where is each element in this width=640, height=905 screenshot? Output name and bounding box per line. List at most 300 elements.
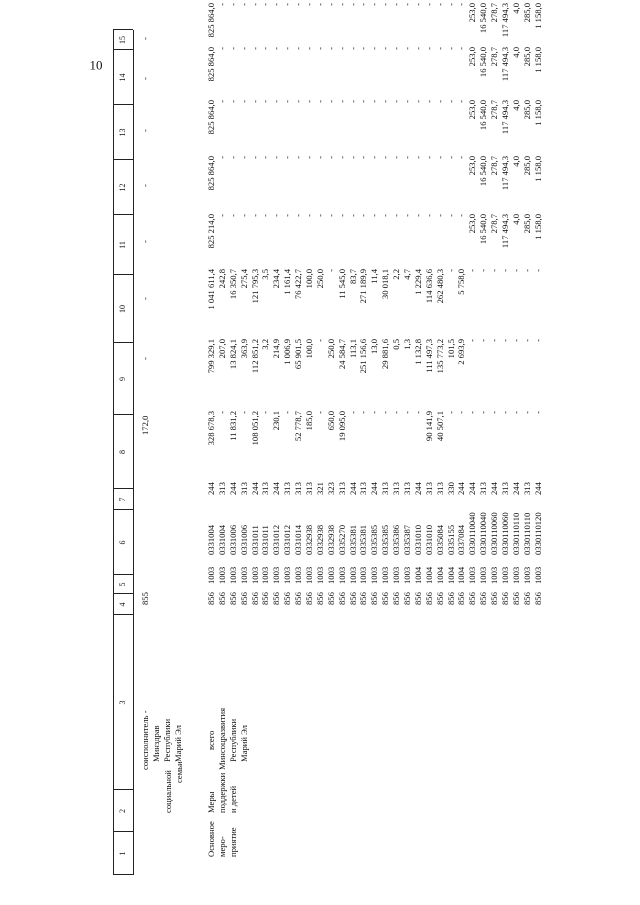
table-cell: - <box>216 411 227 414</box>
table-cell: - <box>260 100 271 103</box>
table-cell: 244 <box>489 482 500 495</box>
table-cell: - <box>358 3 369 6</box>
col2-line: поддержки <box>217 772 227 813</box>
table-cell: - <box>227 3 238 6</box>
table-cell: - <box>380 47 391 50</box>
table-cell: - <box>314 3 325 6</box>
table-cell: 278,7 <box>489 100 500 120</box>
column-number: 1 <box>118 851 127 856</box>
col2-line: Меры <box>206 791 216 813</box>
table-cell: 1003 <box>260 566 271 584</box>
table-cell: 313 <box>238 482 249 495</box>
table-cell: 0331004 <box>216 524 227 555</box>
table-cell: - <box>314 47 325 50</box>
table-cell: - <box>325 100 336 103</box>
table-cell: - <box>336 156 347 159</box>
table-cell: 285,0 <box>521 3 532 23</box>
col-expense-type <box>206 482 544 495</box>
table-cell: 4,0 <box>510 47 521 58</box>
table-cell: 856 <box>260 592 271 605</box>
table-cell: 1003 <box>369 566 380 584</box>
table-cell: - <box>445 269 456 272</box>
table-cell: - <box>304 47 315 50</box>
table-cell: 135 773,2 <box>434 339 445 374</box>
table-cell: 13 824,1 <box>227 339 238 370</box>
table-cell: - <box>271 214 282 217</box>
table-cell: 1003 <box>249 566 260 584</box>
table-cell: - <box>293 100 304 103</box>
table-cell: 83,7 <box>347 269 358 285</box>
table-cell: 856 <box>467 592 478 605</box>
table-cell: 0335381 <box>358 524 369 555</box>
table-cell: - <box>478 269 489 272</box>
table-cell: 0335385 <box>369 524 380 555</box>
table-cell: - <box>216 214 227 217</box>
table-cell: 13,0 <box>369 339 380 355</box>
table-cell: - <box>478 339 489 342</box>
table-cell: 856 <box>314 592 325 605</box>
table-cell: - <box>238 47 249 50</box>
table-cell: 1003 <box>216 566 227 584</box>
table-cell: 313 <box>336 482 347 495</box>
table-cell: 856 <box>434 592 445 605</box>
table-cell: - <box>412 3 423 6</box>
table-cell: - <box>325 214 336 217</box>
table-cell: - <box>347 47 358 50</box>
table-cell: - <box>369 47 380 50</box>
table-cell: 856 <box>445 592 456 605</box>
table-cell: 328 678,3 <box>206 411 216 446</box>
col-2018 <box>206 47 544 100</box>
table-cell: - <box>249 47 260 50</box>
table-cell: - <box>238 214 249 217</box>
table-cell: - <box>391 214 402 217</box>
table-cell: 363,9 <box>238 339 249 359</box>
table-cell: - <box>358 100 369 103</box>
table-cell: - <box>238 156 249 159</box>
table-cell: 117 494,3 <box>500 47 511 82</box>
table-cell: 250,0 <box>325 339 336 359</box>
table-cell: 0330110110 <box>510 512 521 555</box>
table-cell: 11,4 <box>369 269 380 284</box>
coexec-c13: - <box>140 129 150 132</box>
table-cell: - <box>489 269 500 272</box>
table-cell: - <box>412 156 423 159</box>
column-number: 11 <box>118 241 127 249</box>
table-cell: 313 <box>521 482 532 495</box>
table-cell: - <box>402 3 413 6</box>
col3-coexecutor <box>140 710 184 770</box>
table-cell: 108 051,2 <box>249 411 260 446</box>
table-cell: - <box>456 3 467 6</box>
table-cell: 856 <box>227 592 238 605</box>
table-cell: - <box>325 3 336 6</box>
table-cell: - <box>358 156 369 159</box>
coexec-c8: 172,0 <box>140 415 150 435</box>
col3-line: Минздрав <box>151 725 161 762</box>
table-cell: 230,1 <box>271 411 282 431</box>
table-cell: 0331006 <box>227 524 238 555</box>
table-cell: 856 <box>500 592 511 605</box>
table-cell: 1004 <box>423 566 434 584</box>
table-cell: - <box>216 3 227 6</box>
table-cell: - <box>347 100 358 103</box>
table-cell: 0332938 <box>304 524 315 555</box>
table-cell: - <box>227 100 238 103</box>
table-cell: 1 229,4 <box>412 269 423 295</box>
table-cell: 1003 <box>347 566 358 584</box>
table-cell: 4,0 <box>510 156 521 167</box>
table-cell: - <box>456 47 467 50</box>
table-cell: - <box>423 47 434 50</box>
table-cell: 323 <box>325 482 336 495</box>
table-cell: 825 864,0 <box>206 100 216 135</box>
table-cell: - <box>510 339 521 342</box>
table-cell: 4,0 <box>510 100 521 111</box>
table-cell: 0331006 <box>238 524 249 555</box>
table-cell: - <box>423 3 434 6</box>
table-cell: 111 497,3 <box>423 339 434 373</box>
table-cell: 856 <box>369 592 380 605</box>
table-cell: - <box>521 411 532 414</box>
table-cell: 52 778,7 <box>293 411 304 442</box>
table-cell: 234,4 <box>271 269 282 289</box>
table-cell: 1 158,0 <box>532 3 543 29</box>
table-cell: 856 <box>521 592 532 605</box>
table-cell: 11 545,0 <box>336 269 347 299</box>
table-cell: 0337084 <box>456 524 467 555</box>
col-section <box>206 567 544 584</box>
table-cell: - <box>489 411 500 414</box>
table-cell: 253,0 <box>467 3 478 23</box>
table-cell: - <box>510 269 521 272</box>
table-cell: 856 <box>358 592 369 605</box>
table-cell: - <box>391 3 402 6</box>
table-cell: - <box>423 100 434 103</box>
col3-line: всего <box>206 730 216 750</box>
col1-line: приятие <box>228 827 238 857</box>
table-cell: 856 <box>489 592 500 605</box>
table-cell: 856 <box>412 592 423 605</box>
table-cell: 1003 <box>314 566 325 584</box>
table-cell: - <box>380 411 391 414</box>
table-cell: 0331011 <box>249 525 260 555</box>
table-cell: 1003 <box>478 566 489 584</box>
table-cell: 112 851,2 <box>249 339 260 374</box>
table-cell: - <box>380 3 391 6</box>
table-cell: - <box>456 411 467 414</box>
table-cell: - <box>227 47 238 50</box>
table-cell: - <box>314 339 325 342</box>
table-cell: - <box>434 47 445 50</box>
table-cell: 114 636,6 <box>423 269 434 304</box>
table-cell: - <box>249 3 260 6</box>
col2-line: семьи <box>174 761 184 783</box>
table-cell: 253,0 <box>467 214 478 234</box>
table-cell: - <box>325 269 336 272</box>
table-cell: - <box>293 3 304 6</box>
table-cell: 242,8 <box>216 269 227 289</box>
table-cell: 0335084 <box>434 524 445 555</box>
table-cell: - <box>467 339 478 342</box>
table-cell: 100,0 <box>304 339 315 359</box>
table-cell: - <box>456 156 467 159</box>
table-cell: 121 795,3 <box>249 269 260 304</box>
table-cell: 856 <box>478 592 489 605</box>
table-cell: 185,0 <box>304 411 315 431</box>
column-number: 3 <box>118 700 127 705</box>
table-cell: 0331010 <box>412 524 423 555</box>
table-cell: - <box>478 411 489 414</box>
table-cell: 856 <box>380 592 391 605</box>
table-cell: - <box>347 3 358 6</box>
table-cell: 16 540,0 <box>478 100 489 131</box>
column-number: 9 <box>118 377 127 381</box>
table-cell: 117 494,3 <box>500 3 511 38</box>
table-cell: 313 <box>260 482 271 495</box>
table-cell: - <box>445 214 456 217</box>
table-cell: - <box>249 100 260 103</box>
table-cell: 1 161,4 <box>282 269 293 295</box>
table-cell: 253,0 <box>467 100 478 120</box>
table-cell: - <box>532 339 543 342</box>
table-cell: - <box>238 100 249 103</box>
table-cell: 0330110040 <box>478 512 489 555</box>
table-cell: - <box>238 411 249 414</box>
table-cell: 313 <box>358 482 369 495</box>
table-cell: 0330110060 <box>489 512 500 555</box>
coexec-c11: - <box>140 240 150 243</box>
col-target-article <box>206 512 544 555</box>
table-cell: 1 158,0 <box>532 47 543 73</box>
table-cell: - <box>423 214 434 217</box>
table-cell: 825 214,0 <box>206 214 216 249</box>
table-cell: 856 <box>206 592 216 605</box>
table-cell: 11 831,2 <box>227 411 238 441</box>
table-cell: - <box>271 47 282 50</box>
table-cell: 3,2 <box>260 339 271 350</box>
table-cell: 313 <box>216 482 227 495</box>
table-cell: 856 <box>510 592 521 605</box>
table-cell: 1003 <box>380 566 391 584</box>
table-cell: 856 <box>347 592 358 605</box>
table-cell: 278,7 <box>489 214 500 234</box>
table-cell: 330 <box>445 482 456 495</box>
table-cell: 244 <box>347 482 358 495</box>
table-cell: - <box>282 100 293 103</box>
table-cell: 244 <box>206 482 216 495</box>
table-cell: - <box>260 3 271 6</box>
col3-line: Республики <box>162 718 172 762</box>
table-cell: - <box>304 214 315 217</box>
column-number: 4 <box>118 602 127 607</box>
table-cell: 0331011 <box>260 525 271 555</box>
column-number: 8 <box>118 450 127 454</box>
table-cell: 856 <box>456 592 467 605</box>
table-cell: 244 <box>369 482 380 495</box>
table-cell: - <box>445 156 456 159</box>
table-cell: - <box>314 214 325 217</box>
table-cell: - <box>402 156 413 159</box>
col-2013 <box>206 339 544 411</box>
table-cell: - <box>304 100 315 103</box>
coexec-c14: - <box>140 77 150 80</box>
col2-line: и детей <box>228 785 238 813</box>
table-cell: 0,5 <box>391 339 402 350</box>
table-cell: 19 095,0 <box>336 411 347 442</box>
table-cell: - <box>293 47 304 50</box>
table-cell: 0330110040 <box>467 512 478 555</box>
table-cell: 825 864,0 <box>206 156 216 191</box>
table-cell: - <box>293 214 304 217</box>
table-cell: 313 <box>293 482 304 495</box>
table-cell: 321 <box>314 482 325 495</box>
table-cell: - <box>358 411 369 414</box>
col3-line: соисполнитель - <box>140 710 150 770</box>
table-cell: - <box>391 411 402 414</box>
table-cell: 1 158,0 <box>532 156 543 182</box>
table-cell: 856 <box>238 592 249 605</box>
table-cell: 113,1 <box>347 339 358 359</box>
table-cell: 4,7 <box>402 269 413 280</box>
table-cell: - <box>532 411 543 414</box>
table-cell: - <box>412 47 423 50</box>
table-cell: 313 <box>402 482 413 495</box>
table-cell: 856 <box>402 592 413 605</box>
table-cell: 856 <box>532 592 543 605</box>
table-cell: 0331014 <box>293 524 304 555</box>
table-cell: 278,7 <box>489 47 500 67</box>
col1-line: Основное <box>206 821 216 857</box>
table-cell: - <box>282 47 293 50</box>
table-cell: - <box>521 269 532 272</box>
table-cell: - <box>521 339 532 342</box>
table-cell: - <box>325 156 336 159</box>
table-cell: 1004 <box>445 566 456 584</box>
table-cell: 1004 <box>434 566 445 584</box>
table-cell: - <box>532 269 543 272</box>
table-cell: - <box>369 411 380 414</box>
table-cell: 2 693,9 <box>456 339 467 365</box>
table-cell: 0332938 <box>325 524 336 555</box>
table-cell: - <box>369 156 380 159</box>
table-cell: - <box>271 3 282 6</box>
table-cell: 244 <box>412 482 423 495</box>
table-cell: 253,0 <box>467 47 478 67</box>
col-2015 <box>206 214 544 269</box>
table-cell: - <box>282 156 293 159</box>
table-cell: - <box>369 214 380 217</box>
table-cell: - <box>489 339 500 342</box>
table-cell: 313 <box>423 482 434 495</box>
table-cell: - <box>445 47 456 50</box>
table-cell: - <box>271 156 282 159</box>
table-cell: - <box>445 411 456 414</box>
table-cell: 856 <box>325 592 336 605</box>
table-cell: 1003 <box>510 566 521 584</box>
table-cell: 313 <box>282 482 293 495</box>
table-cell: 856 <box>282 592 293 605</box>
table-cell: 1003 <box>358 566 369 584</box>
table-cell: 278,7 <box>489 3 500 23</box>
table-cell: 1 132,8 <box>412 339 423 365</box>
table-cell: 16 350,7 <box>227 269 238 300</box>
table-cell: 856 <box>423 592 434 605</box>
col2-activity-name <box>206 773 239 813</box>
col-2016 <box>206 156 544 214</box>
table-cell: 244 <box>227 482 238 495</box>
table-cell: - <box>402 214 413 217</box>
table-cell: 1003 <box>500 566 511 584</box>
table-cell: - <box>369 100 380 103</box>
table-cell: 117 494,3 <box>500 156 511 191</box>
table-cell: 0335387 <box>402 524 413 555</box>
table-cell: - <box>391 156 402 159</box>
table-cell: - <box>456 214 467 217</box>
table-cell: 1003 <box>293 566 304 584</box>
table-cell: - <box>358 214 369 217</box>
table-cell: 1 158,0 <box>532 214 543 240</box>
table-cell: - <box>423 156 434 159</box>
table-cell: 117 494,3 <box>500 100 511 135</box>
table-cell: 285,0 <box>521 156 532 176</box>
col-2019 <box>206 3 544 47</box>
column-number: 6 <box>118 540 127 545</box>
table-cell: 101,5 <box>445 339 456 359</box>
table-cell: - <box>434 156 445 159</box>
col1-line: меро- <box>217 836 227 857</box>
table-cell: - <box>325 47 336 50</box>
table-cell: 1003 <box>206 566 216 584</box>
header-top-rule <box>113 30 114 875</box>
coexec-c12: - <box>140 184 150 187</box>
table-cell: 244 <box>249 482 260 495</box>
table-cell: 1003 <box>325 566 336 584</box>
page-number: 10 <box>89 57 103 73</box>
table-cell: 29 881,6 <box>380 339 391 370</box>
table-cell: 856 <box>271 592 282 605</box>
table-cell: - <box>347 411 358 414</box>
table-cell: 0335270 <box>336 524 347 555</box>
table-cell: 285,0 <box>521 47 532 67</box>
table-cell: 244 <box>532 482 543 495</box>
table-cell: 650,0 <box>325 411 336 431</box>
table-cell: 244 <box>467 482 478 495</box>
table-cell: 16 540,0 <box>478 3 489 34</box>
col2-line: социальной <box>163 770 173 813</box>
table-cell: - <box>456 100 467 103</box>
col1-activity-type <box>206 821 239 857</box>
table-cell: 0335385 <box>380 524 391 555</box>
table-cell: 856 <box>304 592 315 605</box>
column-number: 14 <box>118 73 127 82</box>
col-grbs <box>206 592 544 605</box>
table-cell: 1003 <box>467 566 478 584</box>
table-cell: - <box>510 411 521 414</box>
table-cell: 5 758,0 <box>456 269 467 295</box>
table-cell: - <box>227 156 238 159</box>
table-cell: 0330110110 <box>521 512 532 555</box>
table-cell: 250,0 <box>314 269 325 289</box>
table-cell: 24 584,7 <box>336 339 347 370</box>
table-cell: 271 189,9 <box>358 269 369 304</box>
table-cell: - <box>369 3 380 6</box>
table-cell: - <box>402 47 413 50</box>
table-cell: 253,0 <box>467 156 478 176</box>
table-cell: - <box>380 156 391 159</box>
table-cell: - <box>304 156 315 159</box>
table-cell: 1003 <box>238 566 249 584</box>
